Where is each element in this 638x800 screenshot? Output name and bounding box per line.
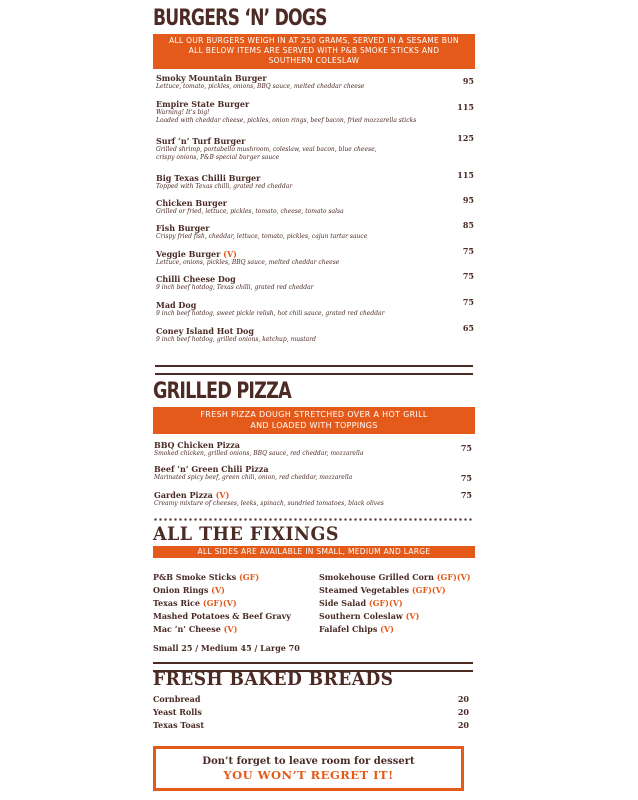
item-price: 95 <box>462 195 474 205</box>
side-item <box>153 571 319 583</box>
side-name: P&B Smoke Sticks <box>153 572 237 582</box>
burgers-banner-line: SOUTHERN COLESLAW <box>268 56 360 65</box>
bread-price: 20 <box>457 720 469 730</box>
bread-item <box>153 706 469 719</box>
side-name: Southern Coleslaw <box>319 611 403 621</box>
item-name: Coney Island Hot Dog <box>156 326 254 336</box>
item-desc: Smoked chicken, grilled onions, BBQ sauce, red cheddar, mozzarella <box>154 450 364 457</box>
item-name: Chilli Cheese Dog <box>156 274 236 284</box>
item-desc: Grilled or fried, lettuce, pickles, tomato, cheese, tomato salsa <box>156 208 344 215</box>
item-price: 125 <box>457 133 474 143</box>
menu-item <box>156 246 474 274</box>
menu-item <box>156 195 474 223</box>
side-item <box>153 584 319 596</box>
menu-item <box>156 323 474 348</box>
item-price: 75 <box>460 443 472 453</box>
breads-title: FRESH BAKED BREADS <box>153 668 394 690</box>
dessert-line-2: YOU WON’T REGRET IT! <box>223 768 394 782</box>
item-name: Beef ‘n’ Green Chili Pizza <box>154 464 269 474</box>
menu-item <box>156 73 474 99</box>
dessert-line-1: Don’t forget to leave room for dessert <box>202 756 415 767</box>
item-name: Empire State Burger <box>156 99 250 109</box>
item-price: 95 <box>462 76 474 86</box>
side-item <box>319 610 483 622</box>
item-name: Mad Dog <box>156 300 197 310</box>
side-item <box>319 623 483 635</box>
item-price: 75 <box>460 473 472 483</box>
side-sizes-prices: Small 25 / Medium 45 / Large 70 <box>153 643 300 653</box>
bread-price: 20 <box>457 707 469 717</box>
side-name: Steamed Vegetables <box>319 585 410 595</box>
bread-price: 20 <box>457 694 469 704</box>
bread-name: Cornbread <box>153 694 201 704</box>
burgers-title: BURGERS ‘N’ DOGS <box>153 6 327 31</box>
burgers-list <box>156 73 474 348</box>
bread-name: Yeast Rolls <box>153 707 202 717</box>
fixings-title: ALL THE FIXINGS <box>153 523 339 545</box>
side-name: Mac ‘n’ Cheese <box>153 624 221 634</box>
vegetarian-tag: (V) <box>223 249 237 259</box>
item-name: Big Texas Chilli Burger <box>156 173 261 183</box>
item-desc: Marinated spicy beef, green chili, onion, red cheddar, mozzarella <box>154 474 353 481</box>
menu-item <box>154 440 472 464</box>
item-name-text: Garden Pizza <box>154 490 213 500</box>
side-item <box>153 623 319 635</box>
item-desc: crispy onions, P&B special burger sauce <box>156 154 280 161</box>
diet-tag: (GF)(V) <box>202 598 237 608</box>
side-item <box>319 584 483 596</box>
item-price: 75 <box>462 246 474 256</box>
item-desc: Creamy mixture of cheeses, leeks, spinach, sundried tomatoes, black olives <box>154 500 384 507</box>
side-item <box>153 610 319 622</box>
item-desc: Grilled shrimp, portabello mushroom, coleslaw, veal bacon, blue cheese, <box>156 146 377 153</box>
item-price: 115 <box>457 170 474 180</box>
item-price: 75 <box>462 297 474 307</box>
menu-item <box>154 464 472 490</box>
dotted-divider <box>153 518 473 521</box>
pizza-banner-line: FRESH PIZZA DOUGH STRETCHED OVER A HOT GRILL <box>200 410 428 419</box>
side-name: Falafel Chips <box>319 624 378 634</box>
side-name: Side Salad <box>319 598 367 608</box>
item-price: 115 <box>457 102 474 112</box>
fixings-section <box>153 525 475 558</box>
item-name <box>154 490 472 500</box>
bread-name: Texas Toast <box>153 720 205 730</box>
burgers-banner-line: ALL OUR BURGERS WEIGH IN AT 250 GRAMS, SERVED IN A SESAME BUN <box>169 36 459 45</box>
item-desc: Lettuce, onions, pickles, BBQ sauce, melted cheddar cheese <box>156 259 340 266</box>
side-item <box>153 597 319 609</box>
burgers-banner <box>153 34 475 69</box>
pizza-banner <box>153 407 475 434</box>
diet-tag: (V) <box>223 624 238 634</box>
item-desc: Warning! It’s big! <box>156 109 210 116</box>
menu-item <box>156 99 474 136</box>
burgers-banner-line: ALL BELOW ITEMS ARE SERVED WITH P&B SMOKE STICKS AND <box>188 46 440 55</box>
diet-tag: (V) <box>380 624 394 634</box>
menu-item <box>156 297 474 326</box>
item-desc: Topped with Texas chilli, grated red cheddar <box>156 183 293 190</box>
menu-item <box>154 490 472 512</box>
side-name: Onion Rings <box>153 585 209 595</box>
diet-tag: (GF)(V) <box>368 598 403 608</box>
side-name: Smokehouse Grilled Corn <box>319 572 434 582</box>
dessert-callout <box>153 746 464 791</box>
menu-item <box>156 133 474 173</box>
item-price: 65 <box>462 323 474 333</box>
item-name: Chicken Burger <box>156 198 228 208</box>
section-divider <box>155 365 473 375</box>
item-price: 75 <box>460 490 472 500</box>
menu-item <box>156 170 474 198</box>
pizza-banner-line: AND LOADED WITH TOPPINGS <box>250 421 378 430</box>
item-desc: Crispy fried fish, cheddar, lettuce, tomato, pickles, cajun tartar sauce <box>156 233 368 240</box>
item-desc: Lettuce, tomato, pickles, onions, BBQ sauce, melted cheddar cheese <box>156 83 365 90</box>
item-price: 75 <box>462 271 474 281</box>
side-item <box>319 571 483 583</box>
item-desc: 9 inch beef hotdog, grilled onions, ketchup, mustard <box>156 336 316 343</box>
item-name: BBQ Chicken Pizza <box>154 440 240 450</box>
item-desc: Loaded with cheddar cheese, pickles, onion rings, beef bacon, fried mozzarella sticks <box>156 117 417 124</box>
item-price: 85 <box>462 220 474 230</box>
bread-item <box>153 693 469 706</box>
side-name: Mashed Potatoes & Beef Gravy <box>153 611 291 621</box>
burgers-section <box>153 8 475 69</box>
diet-tag: (V) <box>405 611 420 621</box>
diet-tag: (GF)(V) <box>436 572 471 582</box>
diet-tag: (V) <box>211 585 225 595</box>
breads-list <box>153 693 469 732</box>
menu-item <box>156 220 474 249</box>
item-desc: 9 inch beef hotdog, Texas chilli, grated red cheddar <box>156 284 314 291</box>
item-name: Smoky Mountain Burger <box>156 73 267 83</box>
side-name: Texas Rice <box>153 598 201 608</box>
fixings-list <box>153 571 483 635</box>
item-name: Surf ‘n’ Turf Burger <box>156 136 246 146</box>
pizza-section <box>153 381 475 434</box>
item-name-text: Veggie Burger <box>156 249 221 259</box>
item-name <box>156 249 474 259</box>
fixings-banner: ALL SIDES ARE AVAILABLE IN SMALL, MEDIUM AND LARGE <box>153 546 475 558</box>
diet-tag: (GF) <box>239 572 260 582</box>
menu-item <box>156 271 474 300</box>
bread-item <box>153 719 469 732</box>
vegetarian-tag: (V) <box>215 490 230 500</box>
diet-tag: (GF)(V) <box>411 585 446 595</box>
side-item <box>319 597 483 609</box>
item-name: Fish Burger <box>156 223 210 233</box>
item-desc: 9 inch beef hotdog, sweet pickle relish, hot chili sauce, grated red cheddar <box>156 310 385 317</box>
pizza-title: GRILLED PIZZA <box>153 379 291 404</box>
pizza-list <box>154 440 472 512</box>
